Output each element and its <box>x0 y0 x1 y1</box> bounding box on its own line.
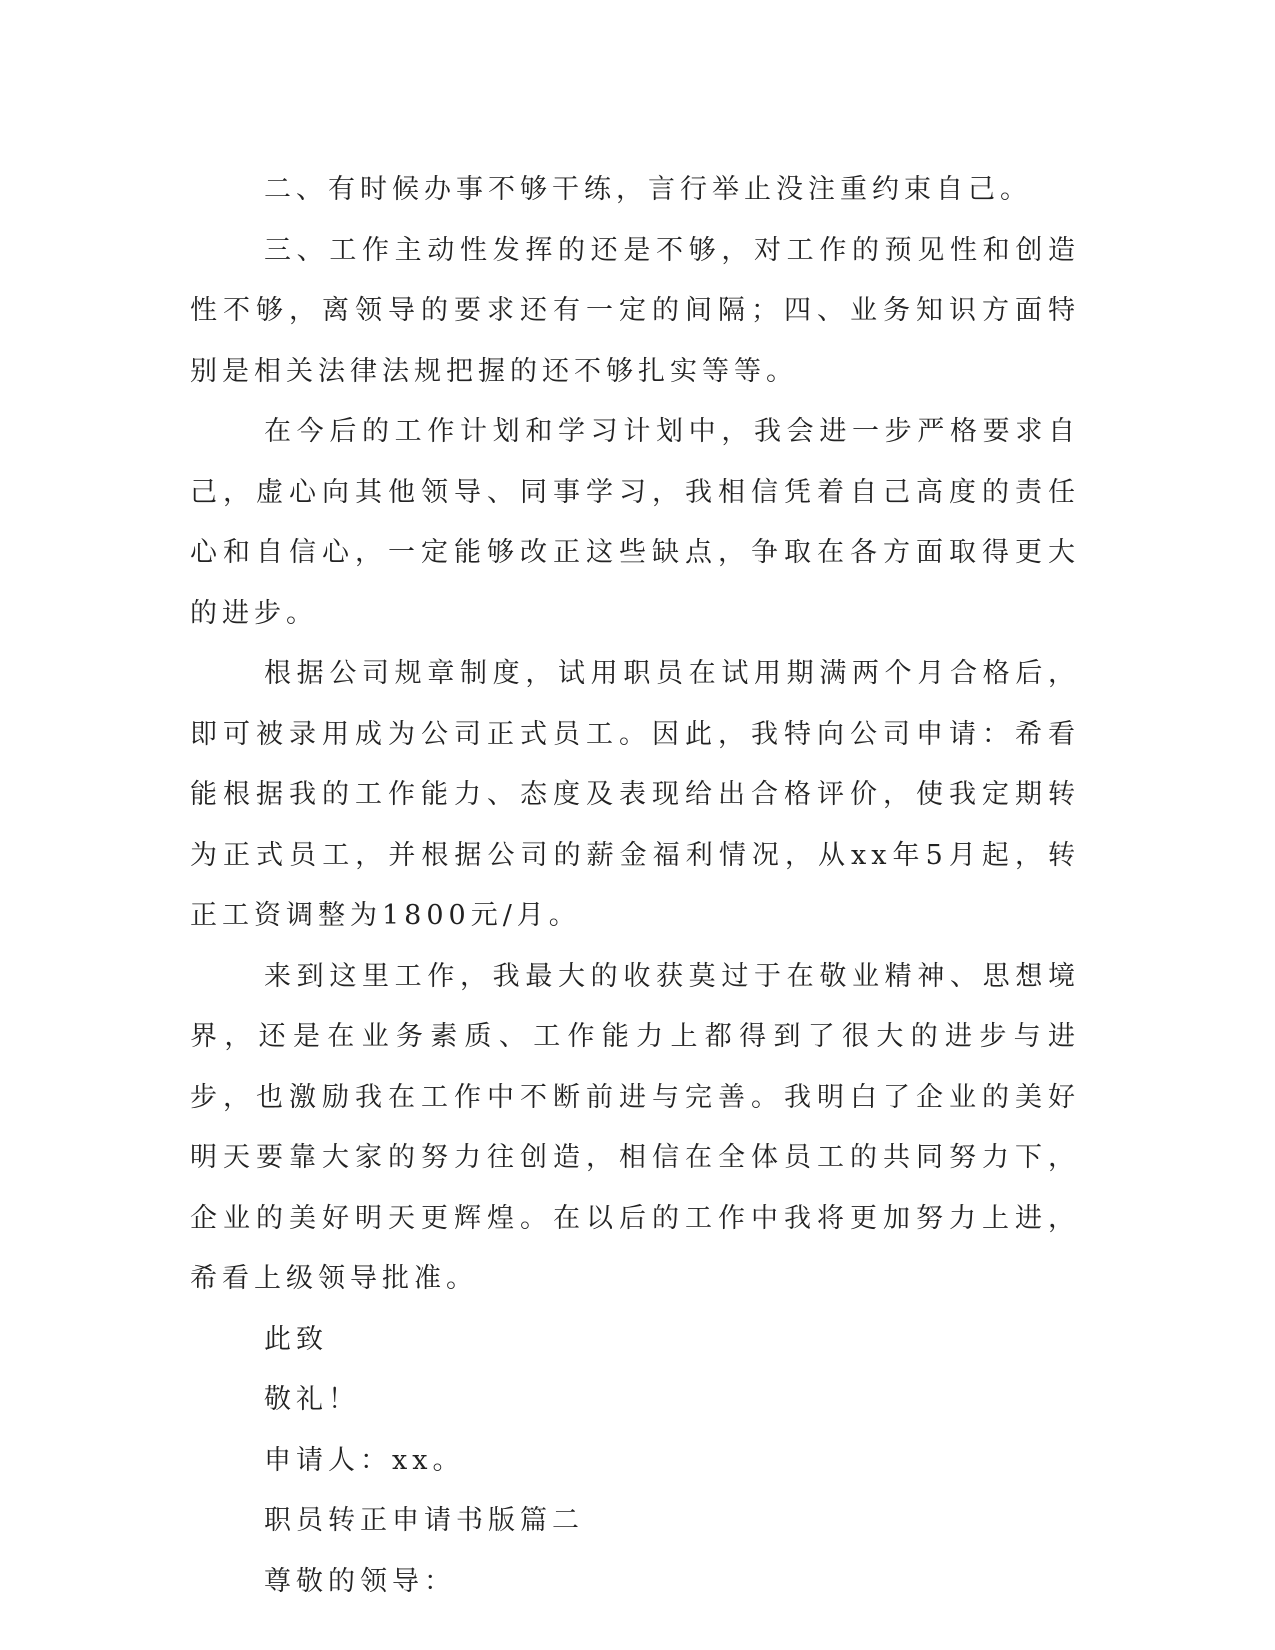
paragraph-regularization-request: 根据公司规章制度，试用职员在试用期满两个月合格后，即可被录用成为公司正式员工。因此，我特向公司申请：希看能根据我的工作能力、态度及表现给出合格评价，使我定期转为正式员工，并根据公司的薪金福利情况，从xx年5月起，转正工资调整为1800元/月。 <box>190 658 1080 931</box>
section-title: 职员转正申请书版篇二 <box>264 1505 584 1536</box>
paragraph-points-three-four: 三、工作主动性发挥的还是不够，对工作的预见性和创造性不够，离领导的要求还有一定的间隔；四、业务知识方面特别是相关法律法规把握的还不够扎实等等。 <box>190 234 1080 387</box>
document-body <box>190 160 1080 1612</box>
closing-respect: 敬礼！ <box>264 1384 360 1415</box>
applicant-signature: 申请人：xx。 <box>264 1444 465 1476</box>
paragraph-gains: 来到这里工作，我最大的收获莫过于在敬业精神、思想境界，还是在业务素质、工作能力上都得到了很大的进步与进步，也激励我在工作中不断前进与完善。我明白了企业的美好明天要靠大家的努力往创造，相信在全体员工的共同努力下，企业的美好明天更辉煌。在以后的工作中我将更加努力上进，希看上级领导批准。 <box>190 960 1080 1294</box>
section-greeting: 尊敬的领导： <box>264 1565 456 1597</box>
closing-salutation: 此致 <box>264 1323 328 1355</box>
paragraph-future-plan: 在今后的工作计划和学习计划中，我会进一步严格要求自己，虚心向其他领导、同事学习，我相信凭着自己高度的责任心和自信心，一定能够改正这些缺点，争取在各方面取得更大的进步。 <box>190 416 1080 629</box>
paragraph-point-two: 二、有时候办事不够干练，言行举止没注重约束自己。 <box>264 174 1032 205</box>
